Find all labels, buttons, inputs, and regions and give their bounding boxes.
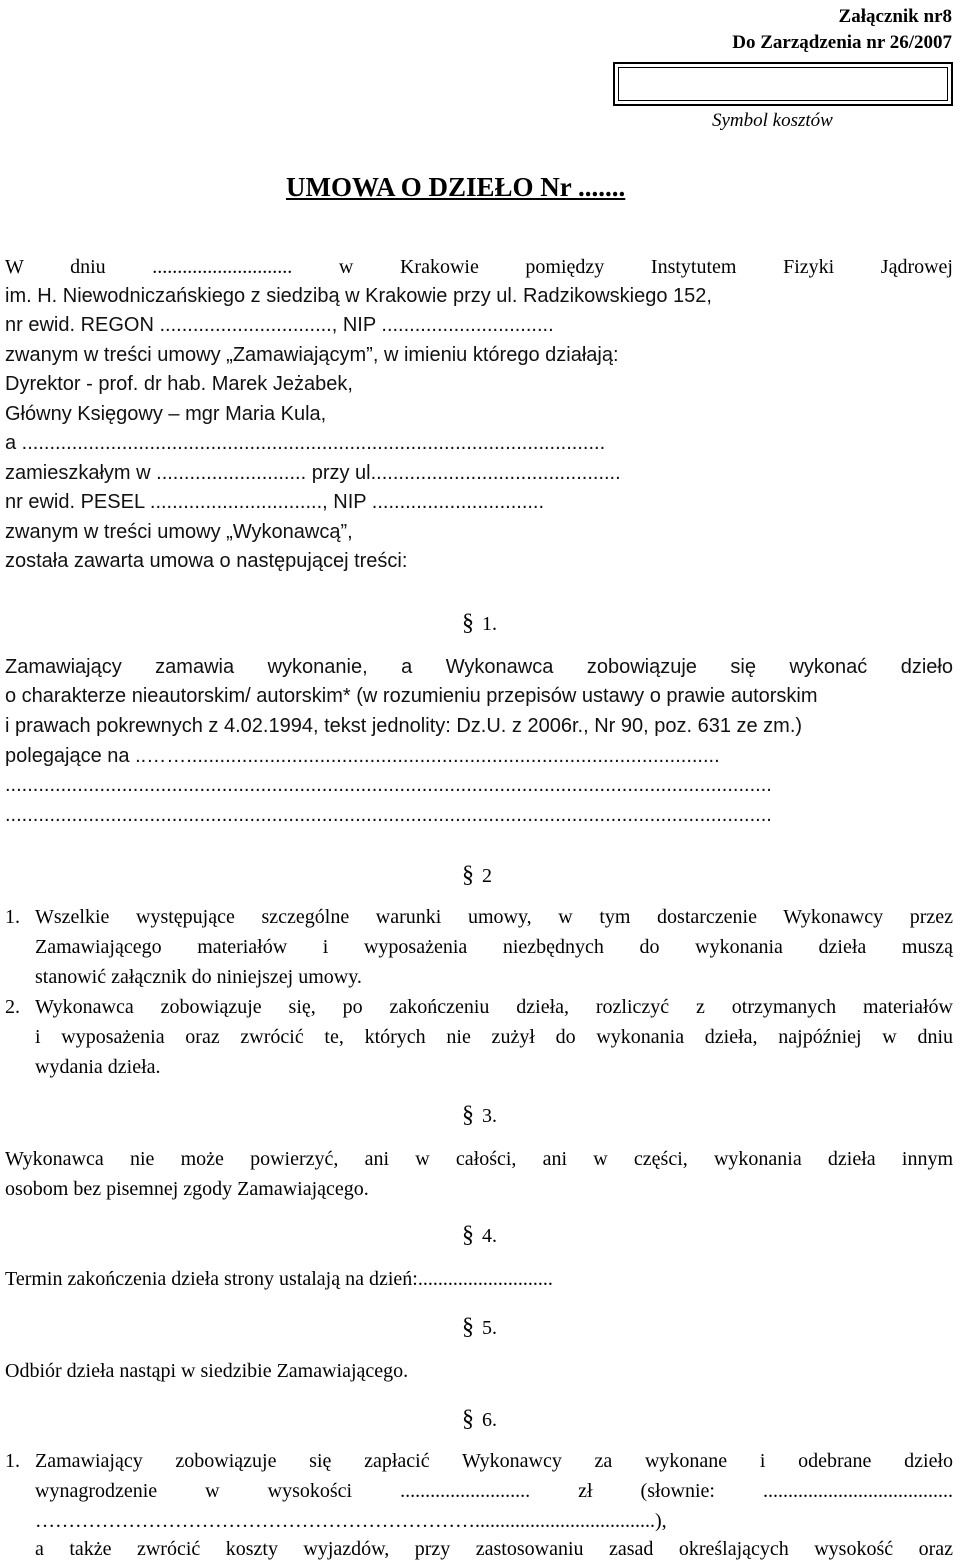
section-1-line-3: i prawach pokrewnych z 4.02.1994, tekst jednolity: Dz.U. z 2006r., Nr 90, poz. 631 ze zm.) [5,715,803,737]
parties-line-5: Dyrektor - prof. dr hab. Marek Jeżabek, [5,373,353,395]
section-3-number: 3. [482,1105,497,1127]
parties-line-3: nr ewid. REGON ..............................., NIP ............................... [5,314,554,336]
section-1-heading [462,610,497,637]
section-1-line-1: Zamawiający zamawia wykonanie, a Wykonawca zobowiązuje się wykonać dzieło [5,656,953,678]
section-sign: § [462,1222,474,1248]
regulation-label: Do Zarządzenia nr 26/2007 [732,32,952,53]
section-sign: § [462,1314,474,1340]
section-1-number: 1. [482,613,497,635]
section-3-heading [462,1102,497,1129]
section-2-number: 2 [482,865,492,887]
section-2-point-2-number: 2. [5,996,20,1018]
contract-title: UMOWA O DZIEŁO Nr ....... [286,172,626,202]
parties-line-2: im. H. Niewodniczańskiego z siedzibą w Krakowie przy ul. Radzikowskiego 152, [5,285,712,307]
parties-line-7: a ......................................................................................................... [5,432,606,454]
section-6-point-1-line-2: wynagrodzenie w wysokości .......................... zł (słownie: ...................................... [35,1480,953,1502]
section-6-number: 6. [482,1409,497,1431]
section-2-point-1-line-2: Zamawiającego materiałów i wyposażenia niezbędnych do wykonania dzieła muszą [35,936,953,958]
section-2-point-2-line-1: Wykonawca zobowiązuje się, po zakończeniu dzieła, rozliczyć z otrzymanych materiałów [35,996,953,1018]
section-6-point-1-line-1: Zamawiający zobowiązuje się zapłacić Wykonawcy za wykonane i odebrane dzieło [35,1450,953,1472]
section-sign: § [462,1406,474,1432]
parties-line-1: W dniu ............................ w Krakowie pomiędzy Instytutem Fizyki Jądrowej [5,256,953,278]
cost-symbol-label: Symbol kosztów [712,110,833,131]
section-2-point-1-line-1: Wszelkie występujące szczególne warunki umowy, w tym dostarczenie Wykonawcy przez [35,906,953,928]
section-5-heading [462,1314,497,1341]
section-sign: § [462,862,474,888]
section-2-point-1-number: 1. [5,906,20,928]
section-sign: § [462,610,474,636]
cost-symbol-box[interactable] [613,62,953,106]
section-6-point-1-line-3: …………………………………………………………....................................), [35,1510,667,1532]
section-3-line-1: Wykonawca nie może powierzyć, ani w całości, ani w części, wykonania dzieła innym [5,1148,953,1170]
section-2-point-1-line-3: stanowić załącznik do niniejszej umowy. [35,966,362,988]
section-5-line-1: Odbiór dzieła nastąpi w siedzibie Zamawiającego. [5,1360,409,1382]
section-2-point-2-line-3: wydania dzieła. [35,1056,161,1078]
section-1-line-5: .......................................................................................................................................... [5,774,772,796]
section-sign: § [462,1102,474,1128]
section-5-number: 5. [482,1317,497,1339]
section-6-point-1-line-4: a także zwrócić koszty wyjazdów, przy zastosowaniu zasad określających wysokość oraz [35,1538,953,1560]
parties-line-8: zamieszkałym w ........................... przy ul............................................. [5,462,621,484]
section-6-heading [462,1406,497,1433]
section-1-line-6: .......................................................................................................................................... [5,804,772,826]
section-3-line-2: osobom bez pisemnej zgody Zamawiającego. [5,1178,369,1200]
section-1-line-2: o charakterze nieautorskim/ autorskim* (w rozumieniu przepisów ustawy o prawie autorskim [5,685,818,707]
section-6-point-1-number: 1. [5,1450,20,1472]
parties-line-6: Główny Księgowy – mgr Maria Kula, [5,403,327,425]
section-2-point-2-line-2: i wyposażenia oraz zwrócić te, których nie zużył do wykonania dzieła, najpóźniej w dniu [35,1026,953,1048]
attachment-label: Załącznik nr8 [838,6,952,27]
document-header [732,4,952,56]
parties-line-10: zwanym w treści umowy „Wykonawcą”, [5,521,353,543]
parties-line-9: nr ewid. PESEL ..............................., NIP ............................... [5,491,545,513]
section-4-line-1: Termin zakończenia dzieła strony ustalają na dzień:........................... [5,1268,553,1290]
section-2-heading [462,862,492,889]
section-1-line-4: polegające na ..……................................................................................................ [5,745,720,767]
section-4-number: 4. [482,1225,497,1247]
parties-line-11: została zawarta umowa o następującej treści: [5,550,408,572]
section-4-heading [462,1222,497,1249]
parties-line-4: zwanym w treści umowy „Zamawiającym”, w imieniu którego działają: [5,344,619,366]
